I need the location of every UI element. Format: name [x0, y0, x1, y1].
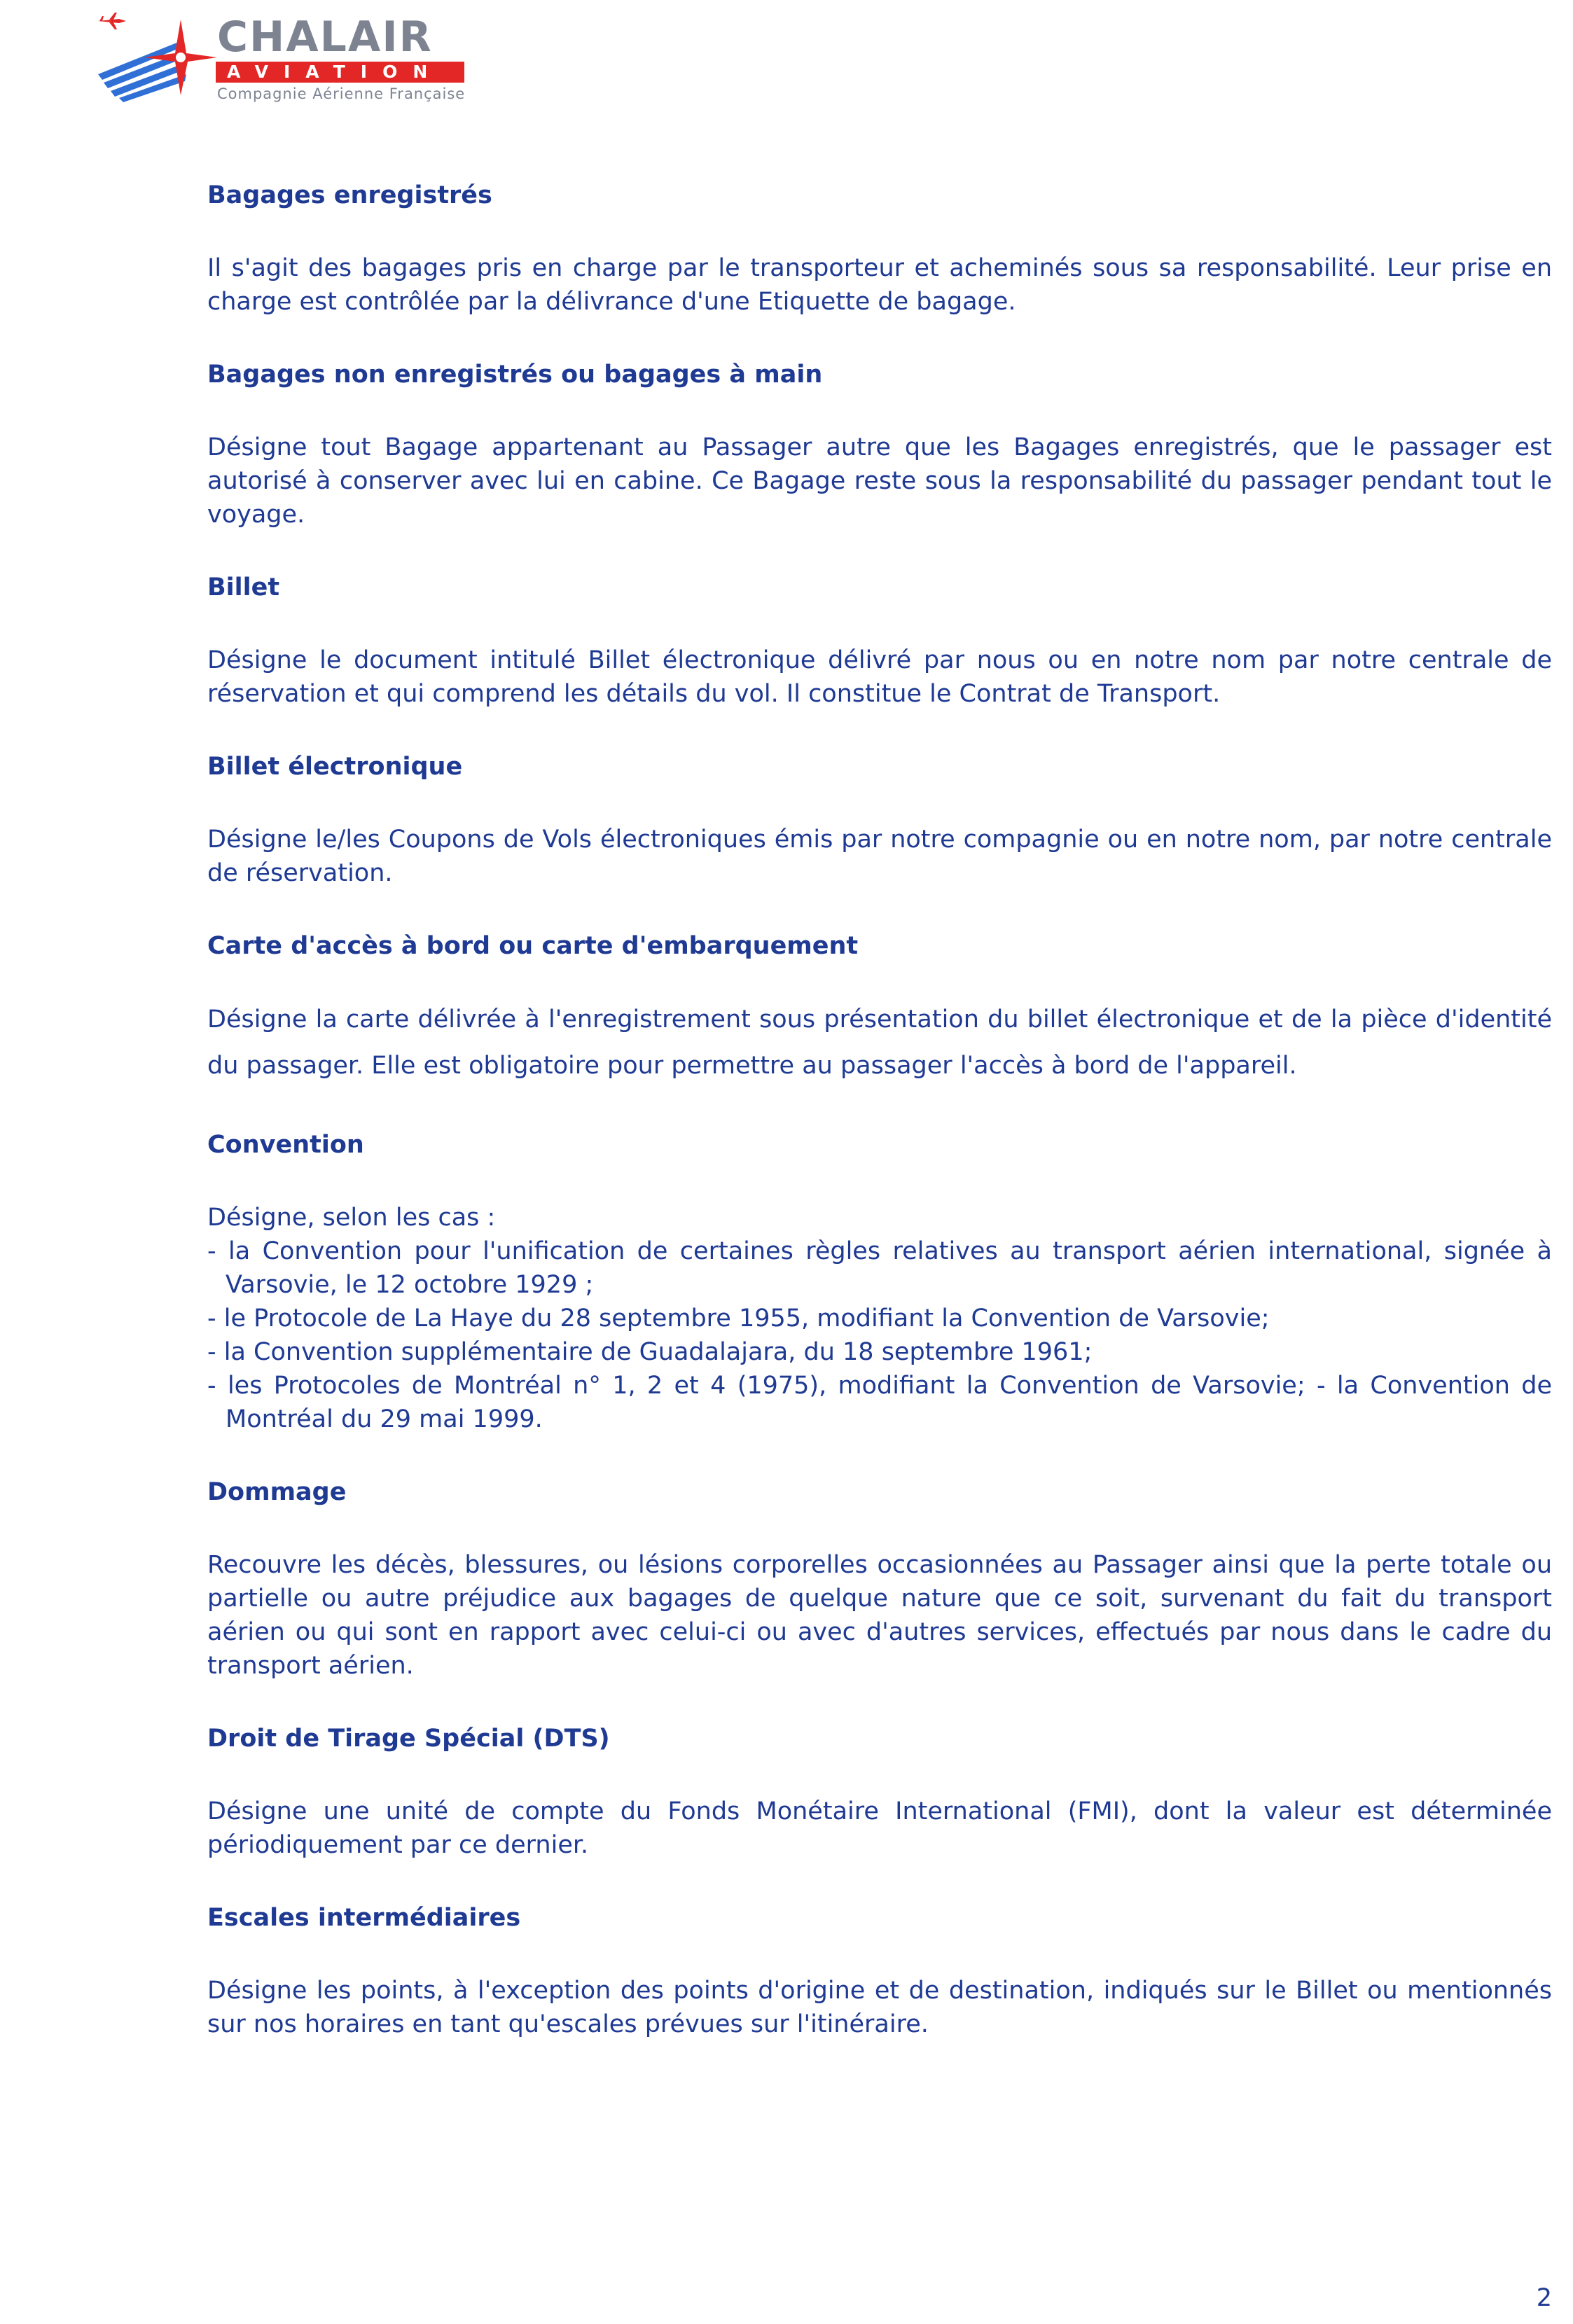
definition-text: Désigne le/les Coupons de Vols électroniques émis par notre compagnie ou en notre nom, par notre centrale de réservation.: [207, 826, 1552, 887]
logo-sub-bar: AVIATION: [216, 62, 464, 83]
definition-text: Désigne le document intitulé Billet électronique délivré par nous ou en notre nom par notre centrale de réservation et qui comprend les détails du vol. Il constitue le Contrat de Transport.: [207, 646, 1552, 708]
definition-heading: Billet électronique: [207, 753, 463, 781]
definition-billet-electronique: [207, 750, 1552, 890]
definition-text: Désigne les points, à l'exception des points d'origine et de destination, indiqués sur le Billet ou mentionnés sur nos horaires en tant qu'escales prévues sur l'itinéraire.: [207, 1977, 1552, 2038]
definition-dts: [207, 1722, 1552, 1862]
list-item: - le Protocole de La Haye du 28 septembre 1955, modifiant la Convention de Varsovie;: [207, 1304, 1270, 1333]
company-logo: [98, 13, 504, 104]
definition-bagages-a-main: [207, 358, 1552, 531]
logo-tagline: Compagnie Aérienne Française: [217, 85, 466, 102]
definition-heading: Dommage: [207, 1478, 347, 1506]
definition-heading: Droit de Tirage Spécial (DTS): [207, 1725, 610, 1753]
definition-text: Recouvre les décès, blessures, ou lésions corporelles occasionnées au Passager ainsi que la perte totale ou partielle ou autre préjudice aux bagages de quelque nature que ce soit, survenant du fait du transport aérien ou qui sont en rapport avec celui-ci ou avec d'autres services, effectués par nous dans le cadre du transport aérien.: [207, 1551, 1552, 1680]
definition-text: Il s'agit des bagages pris en charge par le transporteur et acheminés sous sa responsabilité. Leur prise en charge est contrôlée par la délivrance d'une Etiquette de bagage.: [207, 254, 1552, 316]
definition-text: Désigne une unité de compte du Fonds Monétaire International (FMI), dont la valeur est déterminée périodiquement par ce dernier.: [207, 1797, 1552, 1859]
definition-heading: Bagages enregistrés: [207, 181, 492, 209]
list-item: - la Convention pour l'unification de certaines règles relatives au transport aérien international, signée à Varsovie, le 12 octobre 1929 ;: [207, 1237, 1552, 1299]
logo-name: CHALAIR: [217, 13, 433, 62]
definition-bagages-enregistres: [207, 179, 1552, 319]
definition-heading: Escales intermédiaires: [207, 1904, 521, 1932]
convention-intro: Désigne, selon les cas :: [207, 1204, 496, 1232]
list-item: - les Protocoles de Montréal n° 1, 2 et 4 (1975), modifiant la Convention de Varsovie; - la Convention de Montréal du 29 mai 1999.: [207, 1372, 1552, 1433]
definition-billet: [207, 571, 1552, 711]
definition-heading: Billet: [207, 573, 280, 601]
definition-heading: Carte d'accès à bord ou carte d'embarquement: [207, 932, 859, 960]
definition-heading: Convention: [207, 1131, 364, 1159]
definition-escales: [207, 1901, 1552, 2041]
plane-icon: [98, 13, 126, 29]
document-body: [207, 179, 1552, 2080]
definition-heading: Bagages non enregistrés ou bagages à main: [207, 361, 823, 389]
convention-list: [207, 1234, 1552, 1436]
page-number: 2: [1536, 2284, 1552, 2312]
list-item: - la Convention supplémentaire de Guadalajara, du 18 septembre 1961;: [207, 1338, 1093, 1366]
definition-convention: [207, 1128, 1552, 1436]
definition-text: Désigne tout Bagage appartenant au Passager autre que les Bagages enregistrés, que le passager est autorisé à conserver avec lui en cabine. Ce Bagage reste sous la responsabilité du passager pendant tout le voyage.: [207, 433, 1552, 529]
definition-carte-embarquement: [207, 929, 1552, 1089]
definition-text: Désigne la carte délivrée à l'enregistrement sous présentation du billet électronique et de la pièce d'identité du passager. Elle est obligatoire pour permettre au passager l'accès à bord de l'appareil.: [207, 1006, 1552, 1080]
definition-dommage: [207, 1475, 1552, 1683]
